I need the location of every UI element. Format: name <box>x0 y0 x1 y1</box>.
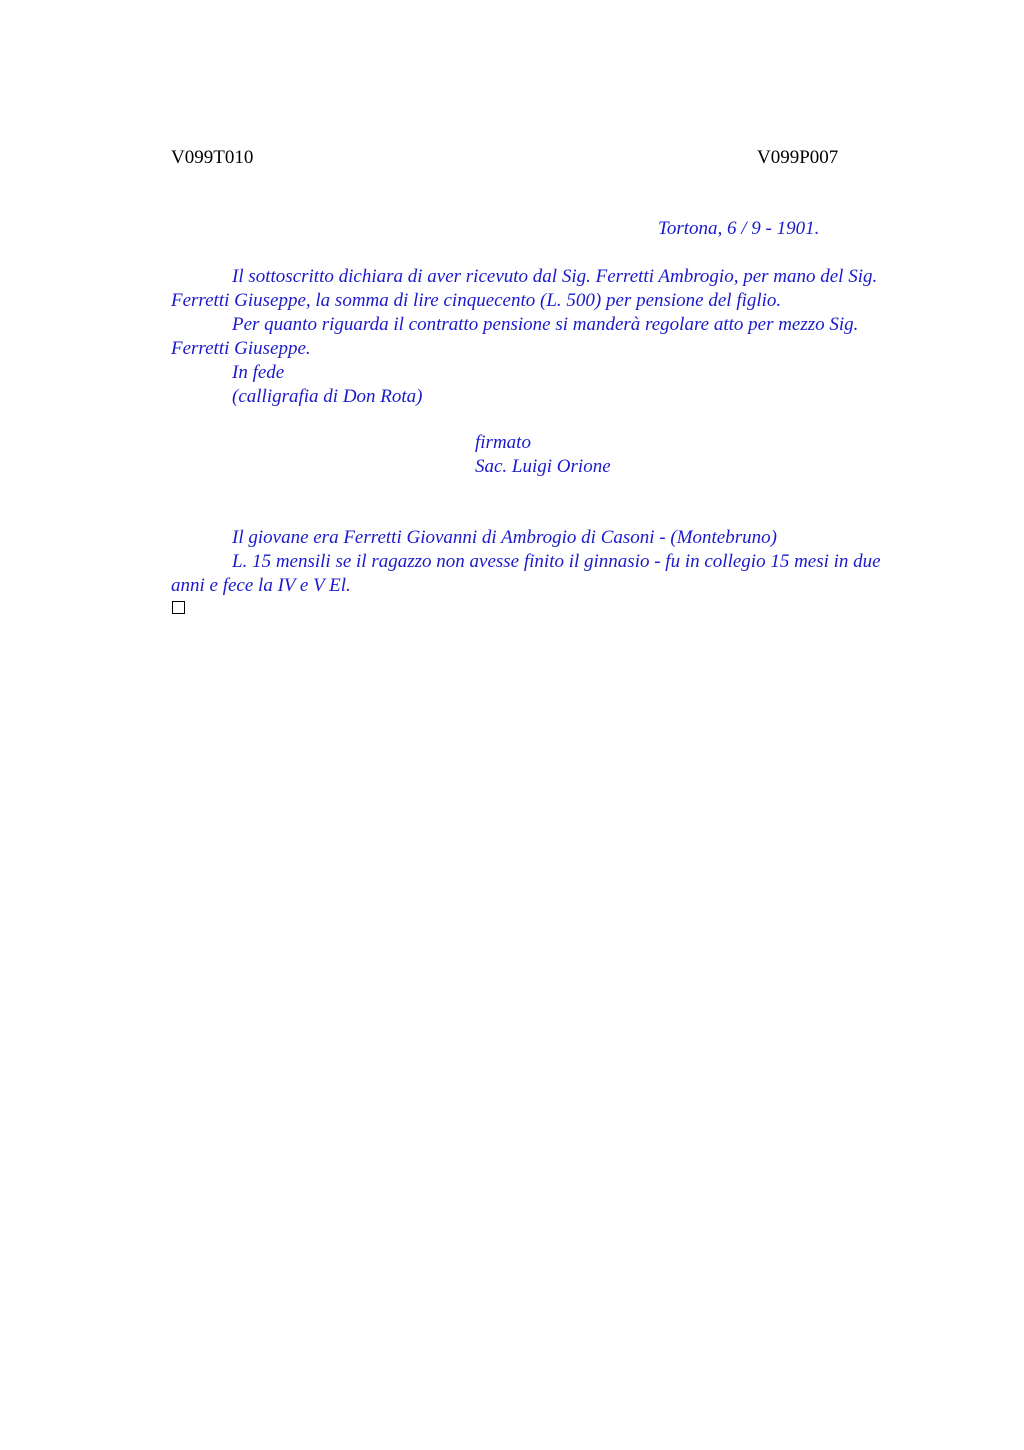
signature-label: firmato <box>475 432 531 453</box>
letter-body <box>171 265 919 409</box>
letter-closing: In fede <box>232 362 285 383</box>
document-code-right: V099P007 <box>757 147 839 168</box>
letter-date: Tortona, 6 / 9 - 1901. <box>658 218 820 239</box>
letter-handwriting-note: (calligrafia di Don Rota) <box>232 386 423 407</box>
letter-paragraph: Per quanto riguarda il contratto pensione si manderà regolare atto per mezzo Sig. Ferretti Giuseppe. <box>171 314 859 359</box>
signature-name: Sac. Luigi Orione <box>475 456 611 477</box>
note-paragraph: L. 15 mensili se il ragazzo non avesse finito il ginnasio - fu in collegio 15 mesi in due anni e fece la IV e V El. <box>171 551 881 596</box>
note-paragraph: Il giovane era Ferretti Giovanni di Ambrogio di Casoni - (Montebruno) <box>232 527 777 548</box>
end-square-icon <box>172 601 185 614</box>
signature-block <box>475 431 611 479</box>
document-code-left: V099T010 <box>171 147 254 168</box>
letter-paragraph: Il sottoscritto dichiara di aver ricevuto dal Sig. Ferretti Ambrogio, per mano del Sig. Ferretti Giuseppe, la somma di lire cinquecento (L. 500) per pensione del figlio. <box>171 266 878 311</box>
notes-block <box>171 526 911 598</box>
